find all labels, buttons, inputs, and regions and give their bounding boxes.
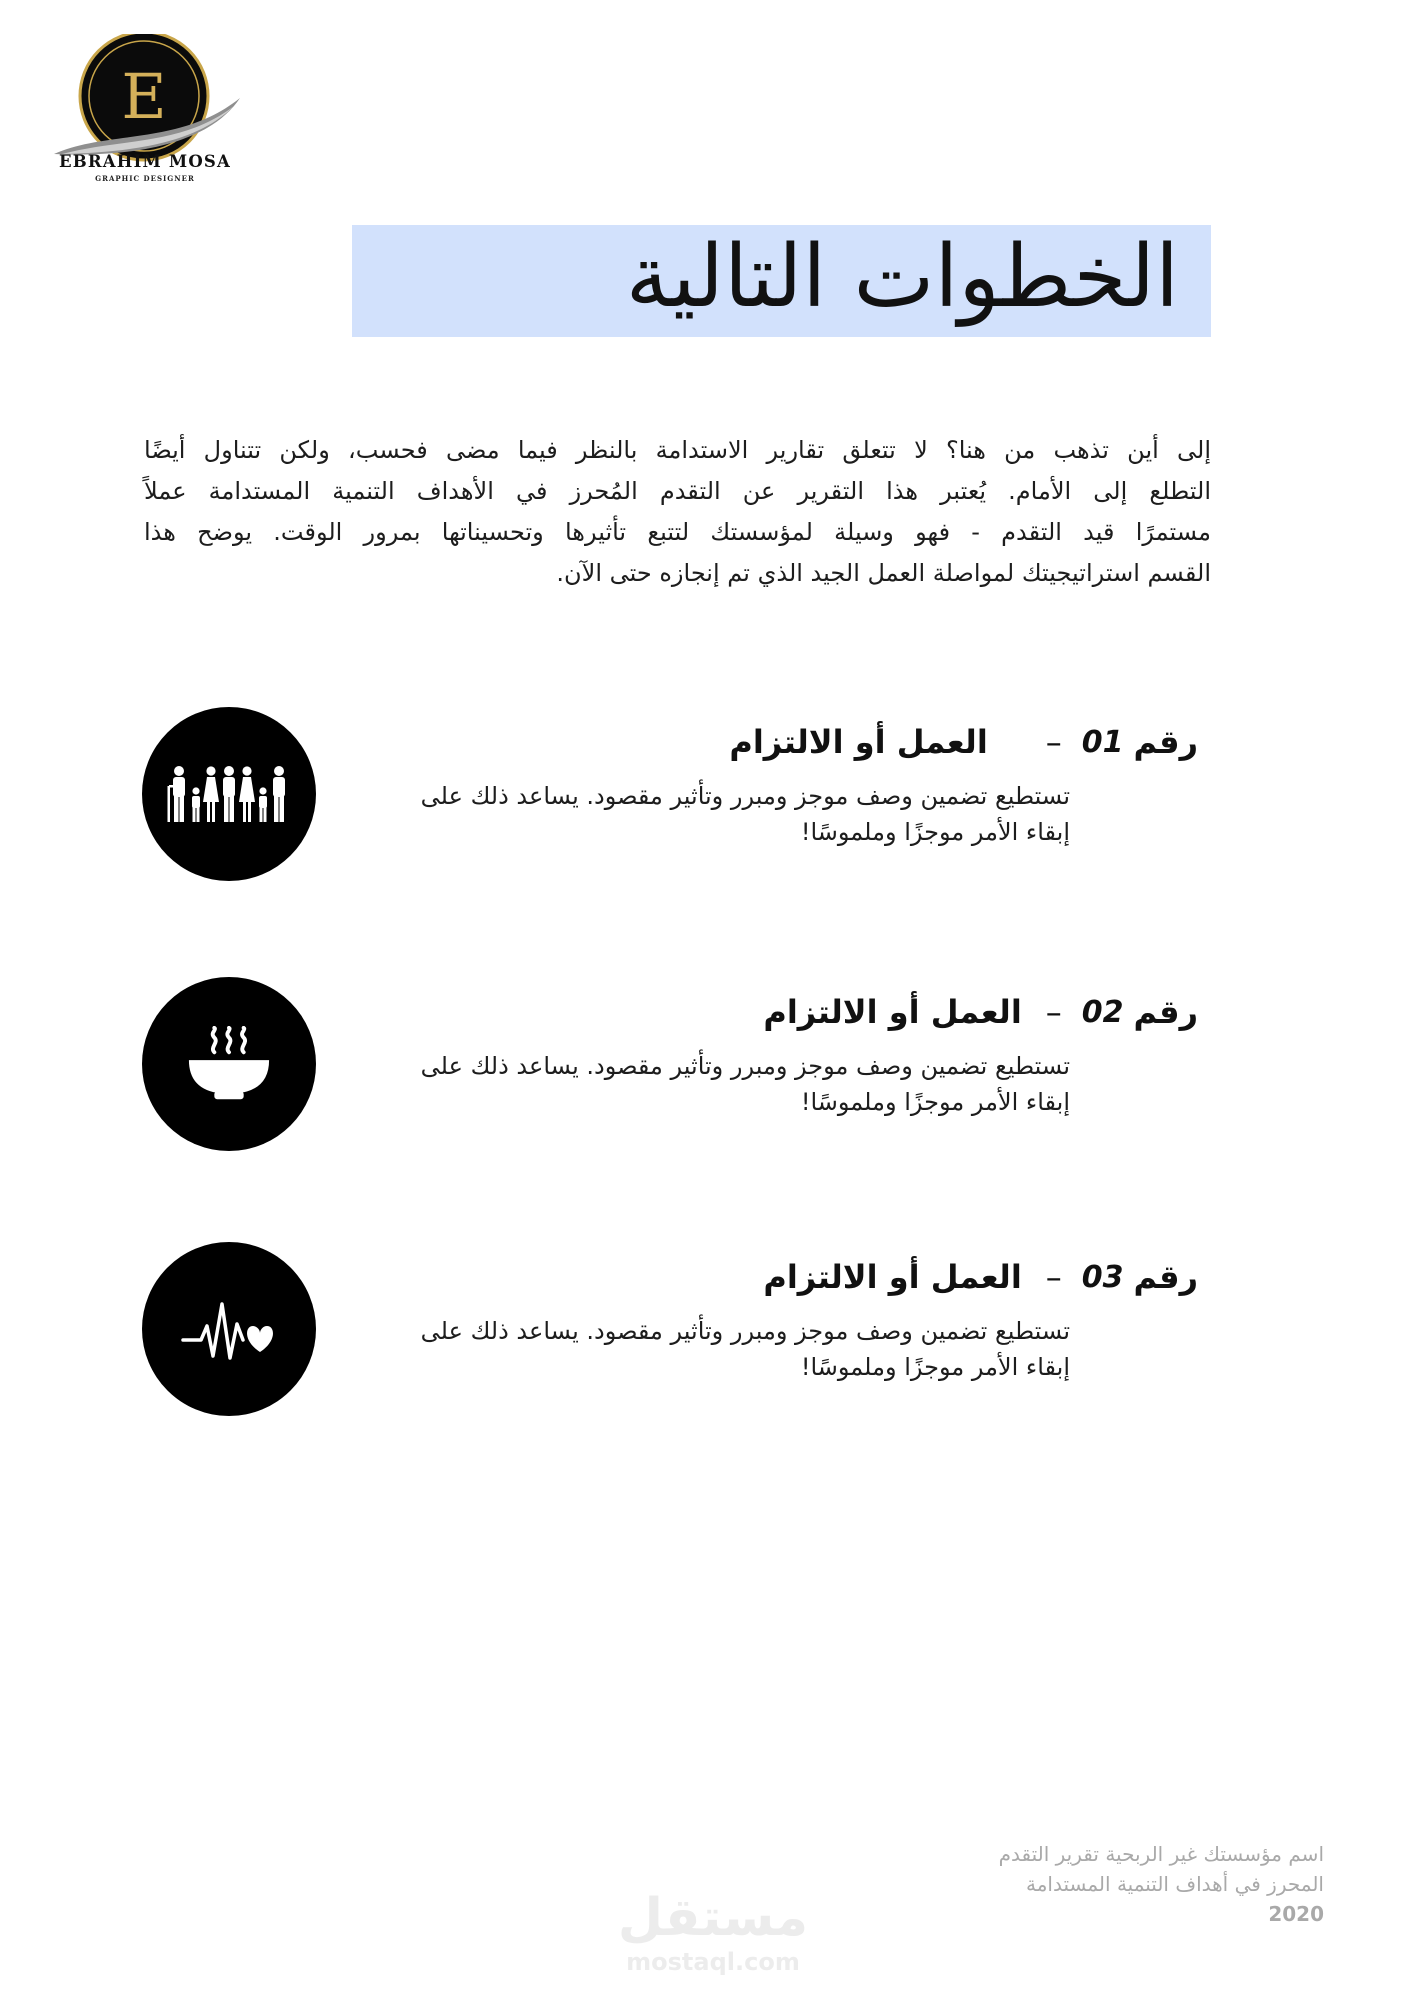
item-dash: – [1045, 723, 1062, 761]
item-description-line: تستطيع تضمين وصف موجز ومبرر وتأثير مقصود. يساعد ذلك على [420, 782, 1070, 810]
intro-line: القسم استراتيجيتك لمواصلة العمل الجيد الذي تم إنجازه حتى الآن. [556, 559, 1211, 587]
watermark-arabic: مستقل [617, 1888, 809, 1948]
logo-letter: E [121, 60, 167, 133]
item-description [401, 1313, 1070, 1385]
item-description-line: إبقاء الأمر موجزًا وملموسًا! [800, 1088, 1070, 1116]
list-item [401, 720, 1198, 850]
page-title: الخطوات التالية [625, 227, 1179, 327]
logo-tagline: GRAPHIC DESIGNER [95, 174, 195, 183]
item-title: العمل أو الالتزام [763, 1258, 1022, 1296]
item-heading [401, 990, 1198, 1034]
item-icon-circle [142, 707, 316, 881]
footer [999, 1839, 1324, 1929]
item-number: 01 [1081, 724, 1124, 760]
family-icon [165, 766, 293, 822]
watermark-latin: mostaql.com [626, 1948, 800, 1976]
heartbeat-icon [181, 1294, 277, 1364]
item-number-prefix: رقم [1133, 723, 1198, 761]
list-item [401, 1255, 1198, 1385]
intro-line: التطلع إلى الأمام. يُعتبر هذا التقرير عن التقدم المُحرز في الأهداف التنمية المستدامة عملاً [144, 477, 1211, 505]
item-description [401, 778, 1070, 850]
item-description-line: إبقاء الأمر موجزًا وملموسًا! [800, 1353, 1070, 1381]
item-icon-circle [142, 977, 316, 1151]
item-dash: – [1045, 1258, 1062, 1296]
item-description-line: إبقاء الأمر موجزًا وملموسًا! [800, 818, 1070, 846]
item-number-prefix: رقم [1133, 993, 1198, 1031]
item-description [401, 1048, 1070, 1120]
intro-line: مستمرًا قيد التقدم - فهو وسيلة لمؤسستك لتتبع تأثيرها وتحسيناتها بمرور الوقت. يوضح هذا [144, 518, 1211, 546]
item-title: العمل أو الالتزام [729, 723, 988, 761]
item-heading [401, 1255, 1198, 1299]
footer-line: المحرز في أهداف التنمية المستدامة [1026, 1872, 1324, 1896]
footer-line: اسم مؤسستك غير الربحية تقرير التقدم [998, 1842, 1324, 1866]
item-number: 02 [1081, 994, 1124, 1030]
item-description-line: تستطيع تضمين وصف موجز ومبرر وتأثير مقصود. يساعد ذلك على [420, 1317, 1070, 1345]
item-dash: – [1045, 993, 1062, 1031]
intro-paragraph [144, 430, 1211, 594]
list-item [401, 990, 1198, 1120]
logo-emblem [52, 34, 242, 166]
item-heading [401, 720, 1198, 764]
logo-name: EBRAHIM MOSA [58, 152, 232, 171]
item-number-prefix: رقم [1133, 1258, 1198, 1296]
item-number: 03 [1081, 1259, 1124, 1295]
intro-line: إلى أين تذهب من هنا؟ لا تتعلق تقارير الاستدامة بالنظر فيما مضى فحسب، ولكن تتناول أيضًا [144, 436, 1211, 464]
footer-year: 2020 [1268, 1902, 1324, 1926]
item-icon-circle [142, 1242, 316, 1416]
title-banner [352, 225, 1211, 337]
food-bowl-icon [185, 1026, 273, 1102]
item-title: العمل أو الالتزام [763, 993, 1022, 1031]
item-description-line: تستطيع تضمين وصف موجز ومبرر وتأثير مقصود. يساعد ذلك على [420, 1052, 1070, 1080]
